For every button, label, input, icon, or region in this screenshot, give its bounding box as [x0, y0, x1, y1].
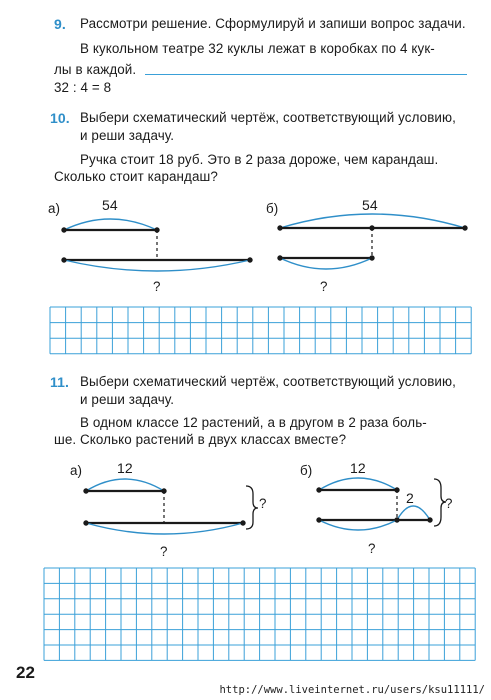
task11-diagram-b-value: 12 — [350, 460, 366, 476]
task11-diagram-b — [317, 478, 446, 530]
task10-diagram-b-question: ? — [320, 279, 328, 294]
task11-text-line1: В одном классе 12 растений, а в другом в 2 раза боль- — [80, 415, 427, 430]
page-number: 22 — [16, 663, 35, 682]
task11-b-arc — [319, 478, 397, 490]
task9-solution: 32 : 4 = 8 — [54, 80, 112, 95]
task11-diagram-a — [84, 479, 258, 534]
task11-answer-grid — [44, 568, 475, 660]
task10-diagram-a-label: а) — [48, 201, 61, 216]
task11-a-arc — [86, 479, 164, 491]
task10-diagram-a-value: 54 — [102, 197, 118, 213]
task10-diagram-b-label: б) — [266, 201, 279, 216]
task9-text-line2: лы в каждой. — [54, 62, 137, 77]
task11-diagram-b-question-bottom: ? — [368, 541, 376, 556]
task10-text-line1: Ручка стоит 18 руб. Это в 2 раза дороже, чем карандаш. — [80, 152, 439, 167]
task11-a-bottom-arc — [86, 523, 243, 534]
task10-text-line2: Сколько стоит карандаш? — [54, 169, 218, 184]
task11-diagram-b-label: б) — [300, 463, 313, 478]
task11-diagram-b-extra: 2 — [406, 490, 414, 506]
task9-title: Рассмотри решение. Сформулируй и запиши вопрос задачи. — [80, 16, 466, 31]
task11-diagram-a-question-bottom: ? — [160, 544, 168, 559]
task11-diagram-a-question-right: ? — [259, 496, 267, 511]
task10-diagram-a — [62, 219, 252, 271]
task9-text-line1: В кукольном театре 32 куклы лежат в коробках по 4 кук- — [80, 41, 435, 56]
task11-a-brace — [246, 486, 258, 529]
task11-diagram-b-question-right: ? — [445, 496, 453, 511]
task11-b-brace — [434, 479, 446, 526]
task10-diagram-b-value: 54 — [362, 197, 378, 213]
task9-number: 9. — [54, 16, 66, 32]
task10-diagram-b — [278, 214, 467, 269]
task10-a-bottom-arc — [64, 260, 250, 271]
task11-title-line1: Выбери схематический чертёж, соответствующий условию, — [80, 374, 456, 389]
task11-title-line2: и реши задачу. — [80, 392, 175, 407]
task10-diagram-a-question: ? — [153, 279, 161, 294]
task10-title-line1: Выбери схематический чертёж, соответствующий условию, — [80, 110, 456, 125]
task10-answer-grid — [50, 307, 471, 354]
task10-b-bottom-arc — [280, 258, 372, 269]
task11-diagram-a-value: 12 — [117, 460, 133, 476]
task11-b-small-arc — [397, 506, 430, 520]
footer-url[interactable]: http://www.liveinternet.ru/users/ksu11111/ — [219, 684, 485, 696]
task11-b-bottom-arc — [319, 520, 397, 530]
task11-diagram-a-label: а) — [70, 463, 83, 478]
task11-text-line2: ше. Сколько растений в двух классах вместе? — [54, 432, 347, 447]
task10-number: 10. — [50, 110, 70, 126]
task11-number: 11. — [50, 374, 69, 390]
task10-a-arc — [64, 219, 157, 230]
task10-title-line2: и реши задачу. — [80, 128, 175, 143]
